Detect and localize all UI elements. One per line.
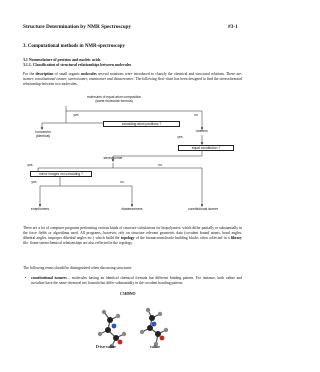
stereoisomer-node: stereoisomer [103,156,123,160]
topology-paragraph: There are a lot of computer programs performing various kinds of structure calculations for biopolymers, which differ partially or substantially in the force fields or algorithms used. All programs, however, rely on structure relevant geometric data (covalent bound atoms, bond angles, dihedral angles, improper dihedral angles etc.) which build the topology of the biomacromolecule building blocks often collected in a library file. Some stereochemical relationships are also reflected in the topology. [23,226,242,246]
yes-label-2: yes [177,135,183,139]
isomers-node: isomers [196,129,208,133]
no-label-3: no [158,163,162,167]
subsection-title-1: 3.1 Nomenclature of proteins and nucleic acids [23,58,101,62]
yes-label-4: yes [31,180,37,184]
document-header-title: Structure Determination by NMR Spectroscopy [23,24,132,30]
no-label-1: no [194,113,198,117]
question-equal-constitution: equal constitution ? [178,145,234,151]
intro-paragraph: For the description of small organic molecules several notations were introduced to classify the chemical and structural relations. These are: isomer, constitutional isomer, stereoisomer, enantiomer and diastereomer. The following flow-chart has been designed to find the stereochemical relationship between two molecules. [23,72,242,87]
bullet-constitutional-isomers: constitutional isomers – molecules having an identical chemical formula but different binding pattern. For instance, both valine and isovaline have the same chemical net formula but differ substantially in the covalent bonding pattern; [31,276,242,286]
yes-label-1: yes [73,113,79,117]
enantiomers-node: enantiomers [30,207,50,211]
section-title: 3. Computational methods in NMR-spectroscopy [23,44,125,49]
homomers-node: homomers (identical) [35,130,51,138]
question-mirror-images: mirror images not coinciding ? [30,171,92,177]
terms-intro: The following terms should be distinguished when discussing structures: [23,266,133,270]
label-valine: valine [150,345,160,349]
flowchart-start-node: molecules of equal atom composition (same molecular formula) [86,95,142,103]
molecular-formula: C5H9NO [120,292,136,296]
question-coinciding-atoms: coinciding atom positions ? [103,121,180,127]
constitutional-isomer-node: constitutional isomer [187,207,219,211]
diastereomers-node: diastereomers [121,207,143,211]
bullet-symbol: • [25,276,27,280]
page-number: #3-1 [228,24,238,30]
subsection-title-2: 3.1.1. Classification of structural relationships between molecules [23,63,132,67]
no-label-4: no [120,180,124,184]
yes-label-3: yes [27,163,33,167]
label-d-iso-valine: D-iso-valine [96,345,116,349]
